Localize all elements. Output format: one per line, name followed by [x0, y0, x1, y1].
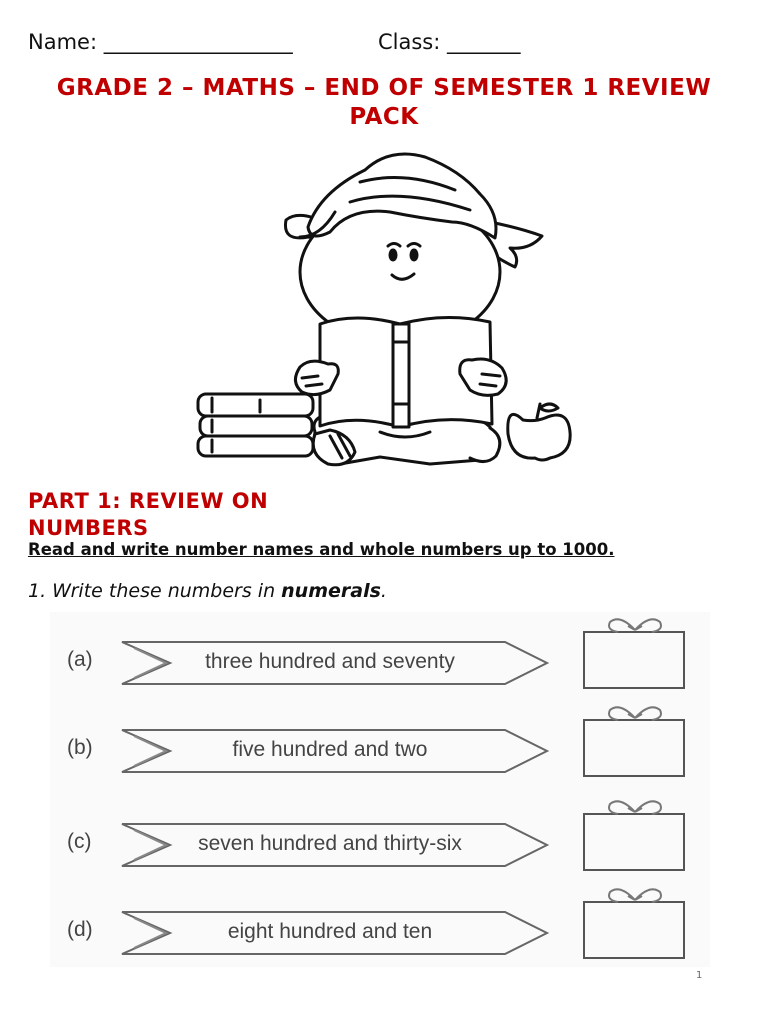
exercise-row [50, 700, 710, 790]
numerals-exercise [50, 612, 710, 967]
number-name-text: five hundred and two [232, 738, 428, 761]
row-label: (b) [67, 736, 93, 759]
class-field[interactable]: Class: _______ [378, 30, 521, 54]
apple-icon [508, 404, 570, 460]
row-label: (a) [67, 648, 93, 671]
answer-gift-box[interactable] [580, 882, 690, 972]
question-1 [28, 580, 387, 602]
page-title-line2: PACK [349, 104, 419, 130]
exercise-row [50, 794, 710, 884]
answer-gift-box[interactable] [580, 612, 690, 702]
question-1-suffix: . [380, 580, 387, 602]
child-reading-book-icon [190, 142, 575, 472]
number-name-text: three hundred and seventy [205, 650, 455, 673]
exercise-row [50, 882, 710, 972]
part1-objective: Read and write number names and whole numbers up to 1000. [28, 540, 615, 559]
book-stack-icon [198, 394, 313, 456]
page-title-line1: GRADE 2 – MATHS – END OF SEMESTER 1 REVIEW [56, 75, 712, 101]
name-field[interactable]: Name: __________________ [28, 30, 293, 54]
exercise-row [50, 612, 710, 702]
answer-gift-box[interactable] [580, 794, 690, 884]
number-name-text: seven hundred and thirty-six [198, 832, 462, 855]
part1-title: PART 1: REVIEW ON NUMBERS [28, 489, 269, 540]
answer-gift-box[interactable] [580, 700, 690, 790]
page-title [0, 74, 768, 132]
number-name-text: eight hundred and ten [227, 920, 433, 943]
question-1-prefix: 1. Write these numbers in [28, 580, 282, 602]
row-label: (d) [67, 918, 93, 941]
page-number: 1 [696, 970, 703, 981]
question-1-emphasis: numerals [281, 580, 381, 602]
row-label: (c) [67, 830, 92, 853]
